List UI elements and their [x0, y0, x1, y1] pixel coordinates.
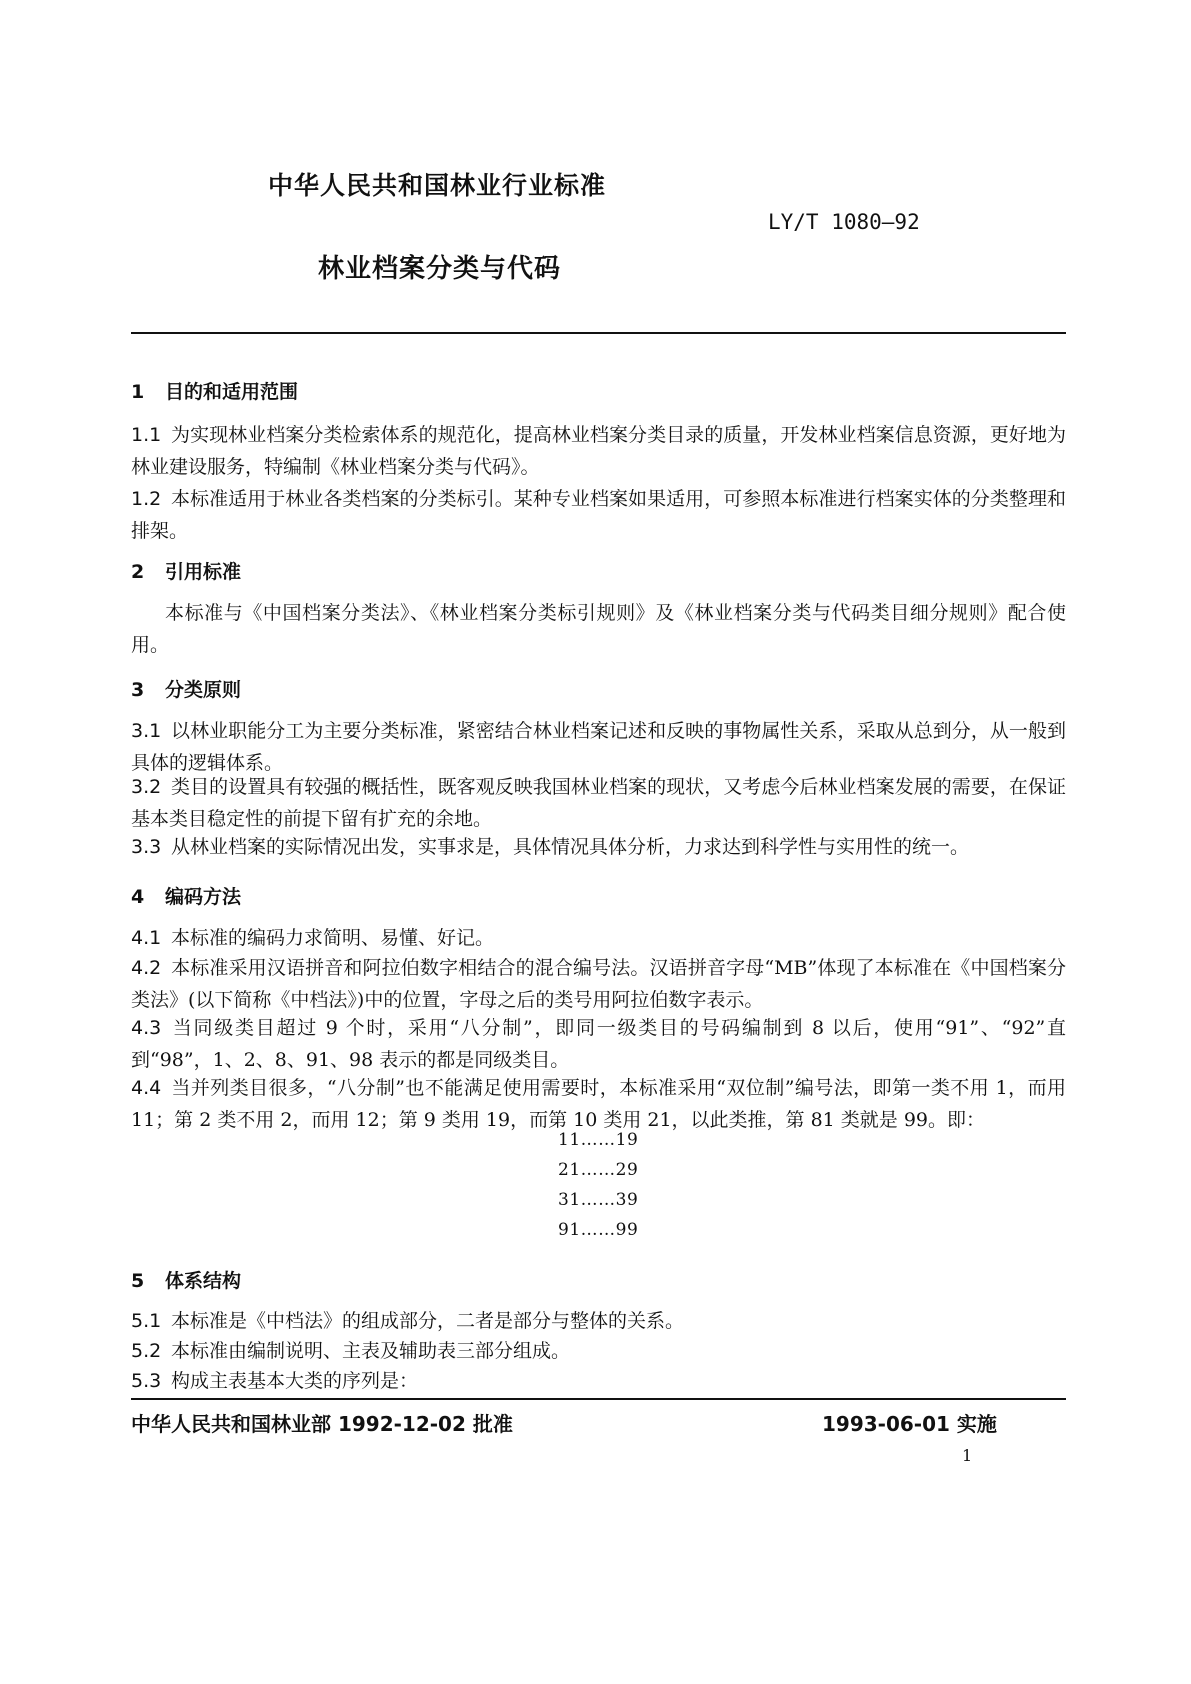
paragraph-text: 从林业档案的实际情况出发，实事求是，具体情况具体分析，力求达到科学性与实用性的统一。 — [171, 836, 970, 858]
section-number: 1 — [131, 381, 145, 403]
section-heading — [131, 557, 241, 584]
paragraph-text: 本标准适用于林业各类档案的分类标引。某种专业档案如果适用，可参照本标准进行档案实体的分类整理和排架。 — [131, 488, 1066, 542]
section-heading — [131, 377, 298, 404]
paragraph-number: 3.3 — [131, 836, 162, 858]
paragraph — [131, 1012, 1066, 1076]
standard-type-heading: 中华人民共和国林业行业标准 — [268, 171, 607, 200]
paragraph — [131, 1072, 1066, 1136]
paragraph — [131, 1305, 1066, 1337]
section-number: 5 — [131, 1270, 145, 1292]
paragraph-number: 3.2 — [131, 776, 162, 798]
paragraph-number: 4.3 — [131, 1017, 162, 1039]
page-number: 1 — [962, 1446, 973, 1465]
section-heading — [131, 882, 241, 909]
paragraph — [131, 715, 1066, 779]
paragraph-text: 本标准由编制说明、主表及辅助表三部分组成。 — [171, 1340, 571, 1362]
paragraph-number: 3.1 — [131, 720, 162, 742]
footer-rule — [131, 1398, 1066, 1400]
paragraph-text: 为实现林业档案分类检索体系的规范化，提高林业档案分类目录的质量，开发林业档案信息资源，更好地为林业建设服务，特编制《林业档案分类与代码》。 — [131, 424, 1066, 478]
paragraph-text: 以林业职能分工为主要分类标准，紧密结合林业档案记述和反映的事物属性关系，采取从总到分，从一般到具体的逻辑体系。 — [131, 720, 1066, 774]
section-number: 4 — [131, 886, 145, 908]
sequence-line: 31……39 — [558, 1190, 639, 1210]
section-title: 目的和适用范围 — [165, 381, 299, 403]
paragraph-number: 4.1 — [131, 927, 162, 949]
paragraph-text: 当并列类目很多，“八分制”也不能满足使用需要时，本标准采用“双位制”编号法，即第一类不用 1，而用 11；第 2 类不用 2，而用 12；第 9 类用 19，而第 10 类用 21，以此类推，第 81 类就是 99。即： — [131, 1077, 1066, 1131]
paragraph-text: 当同级类目超过 9 个时，采用“八分制”，即同一级类目的号码编制到 8 以后，使用“91”、“92”直到“98”，1、2、8、91、98 表示的都是同级类目。 — [131, 1017, 1066, 1071]
paragraph-text: 本标准的编码力求简明、易懂、好记。 — [171, 927, 495, 949]
paragraph-text: 构成主表基本大类的序列是： — [171, 1370, 419, 1392]
effective-date: 1993-06-01 实施 — [822, 1412, 997, 1436]
paragraph-text: 本标准是《中档法》的组成部分，二者是部分与整体的关系。 — [171, 1310, 685, 1332]
paragraph-number: 5.1 — [131, 1310, 162, 1332]
paragraph — [131, 597, 1066, 661]
paragraph-text: 本标准采用汉语拼音和阿拉伯数字相结合的混合编号法。汉语拼音字母“MB”体现了本标准在《中国档案分类法》(以下简称《中档法》)中的位置，字母之后的类号用阿拉伯数字表示。 — [131, 957, 1066, 1011]
standard-code: LY/T 1080—92 — [768, 210, 920, 234]
section-heading — [131, 1266, 241, 1293]
section-title: 引用标准 — [165, 561, 242, 583]
paragraph-number: 4.2 — [131, 957, 162, 979]
sequence-line: 91……99 — [558, 1220, 639, 1240]
section-title: 分类原则 — [165, 679, 242, 701]
paragraph — [131, 419, 1066, 483]
paragraph-number: 4.4 — [131, 1077, 162, 1099]
section-title: 体系结构 — [165, 1270, 242, 1292]
sequence-line: 11……19 — [558, 1130, 639, 1150]
paragraph — [131, 952, 1066, 1016]
paragraph — [131, 771, 1066, 835]
paragraph — [131, 1365, 1066, 1397]
section-heading — [131, 675, 241, 702]
paragraph — [131, 922, 1066, 954]
paragraph — [131, 1335, 1066, 1367]
paragraph-number: 5.2 — [131, 1340, 162, 1362]
paragraph-number: 1.1 — [131, 424, 162, 446]
section-number: 2 — [131, 561, 145, 583]
paragraph-number: 1.2 — [131, 488, 162, 510]
header-rule — [131, 332, 1066, 334]
paragraph-text: 类目的设置具有较强的概括性，既客观反映我国林业档案的现状，又考虑今后林业档案发展的需要，在保证基本类目稳定性的前提下留有扩充的余地。 — [131, 776, 1066, 830]
document-title: 林业档案分类与代码 — [318, 254, 562, 284]
paragraph-number: 5.3 — [131, 1370, 162, 1392]
sequence-line: 21……29 — [558, 1160, 639, 1180]
approval-line: 中华人民共和国林业部 1992-12-02 批准 — [131, 1412, 513, 1436]
section-title: 编码方法 — [165, 886, 242, 908]
paragraph-text: 本标准与《中国档案分类法》、《林业档案分类标引规则》及《林业档案分类与代码类目细分规则》配合使用。 — [131, 602, 1066, 656]
paragraph — [131, 483, 1066, 547]
paragraph — [131, 831, 1066, 863]
section-number: 3 — [131, 679, 145, 701]
